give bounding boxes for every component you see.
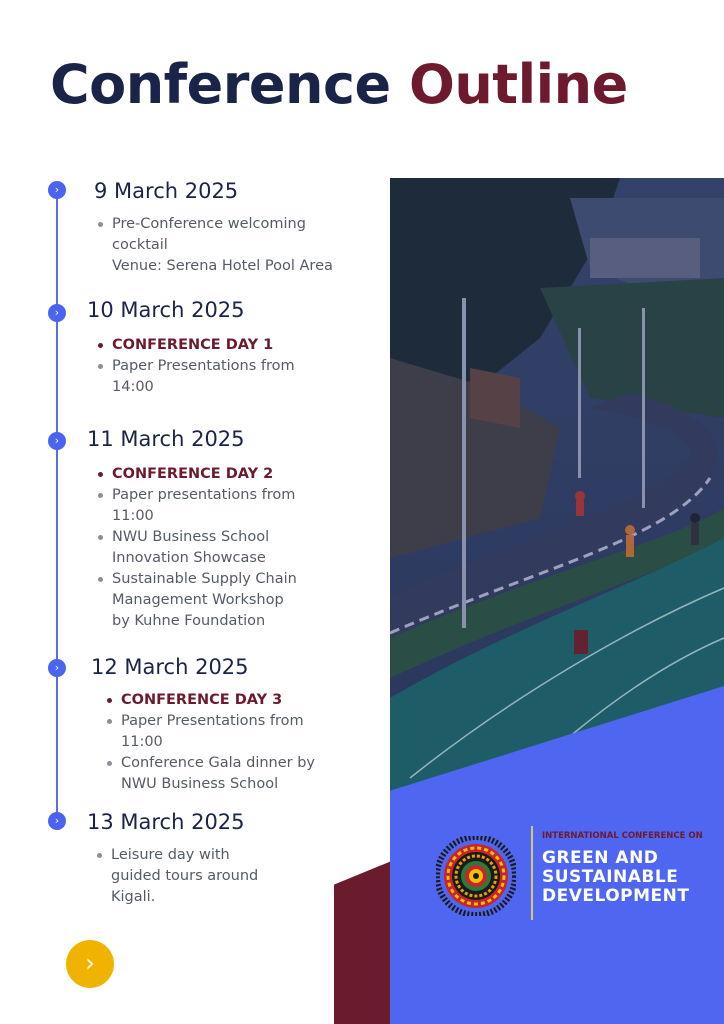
list-item: CONFERENCE DAY 2: [94, 464, 297, 485]
list-item: Paper Presentations from 11:00: [103, 711, 315, 753]
schedule-items: [103, 690, 315, 795]
chevron-right-icon: ›: [48, 812, 66, 830]
chevron-right-icon: ›: [48, 304, 66, 322]
list-item: CONFERENCE DAY 3: [103, 690, 315, 711]
page-title: [50, 53, 628, 116]
logo-title: GREEN AND SUSTAINABLE DEVELOPMENT: [542, 848, 690, 906]
list-item: Leisure day with guided tours around Kigali.: [93, 845, 258, 908]
list-item: Paper presentations from 11:00: [94, 485, 297, 527]
schedule-items: [94, 335, 295, 398]
title-part-2: Outline: [408, 53, 628, 116]
title-part-1: Conference: [50, 53, 391, 116]
chevron-right-icon: ›: [48, 659, 66, 677]
schedule-date: 12 March 2025: [91, 655, 249, 679]
chevron-right-icon: ›: [48, 181, 66, 199]
conference-logo: [436, 836, 516, 916]
schedule-date: 11 March 2025: [87, 427, 245, 451]
logo-divider: [531, 826, 533, 920]
list-item: Conference Gala dinner by NWU Business School: [103, 753, 315, 795]
schedule-date: 10 March 2025: [87, 298, 245, 322]
next-button[interactable]: [66, 940, 114, 988]
list-item: NWU Business School Innovation Showcase: [94, 527, 297, 569]
chevron-right-icon: ›: [85, 949, 95, 977]
logo-subtitle: INTERNATIONAL CONFERENCE ON: [542, 831, 703, 841]
schedule-items: [93, 845, 258, 908]
schedule-date: 9 March 2025: [94, 179, 239, 203]
chevron-right-icon: ›: [48, 432, 66, 450]
schedule-date: 13 March 2025: [87, 810, 245, 834]
list-item: Paper Presentations from 14:00: [94, 356, 295, 398]
list-item: Pre-Conference welcoming cocktail Venue: Serena Hotel Pool Area: [94, 214, 333, 277]
list-item: Sustainable Supply Chain Management Workshop by Kuhne Foundation: [94, 569, 297, 632]
schedule-items: [94, 464, 297, 632]
schedule-items: [94, 214, 333, 277]
maroon-accent-block: [334, 860, 394, 1024]
timeline-line: [56, 190, 58, 822]
list-item: CONFERENCE DAY 1: [94, 335, 295, 356]
